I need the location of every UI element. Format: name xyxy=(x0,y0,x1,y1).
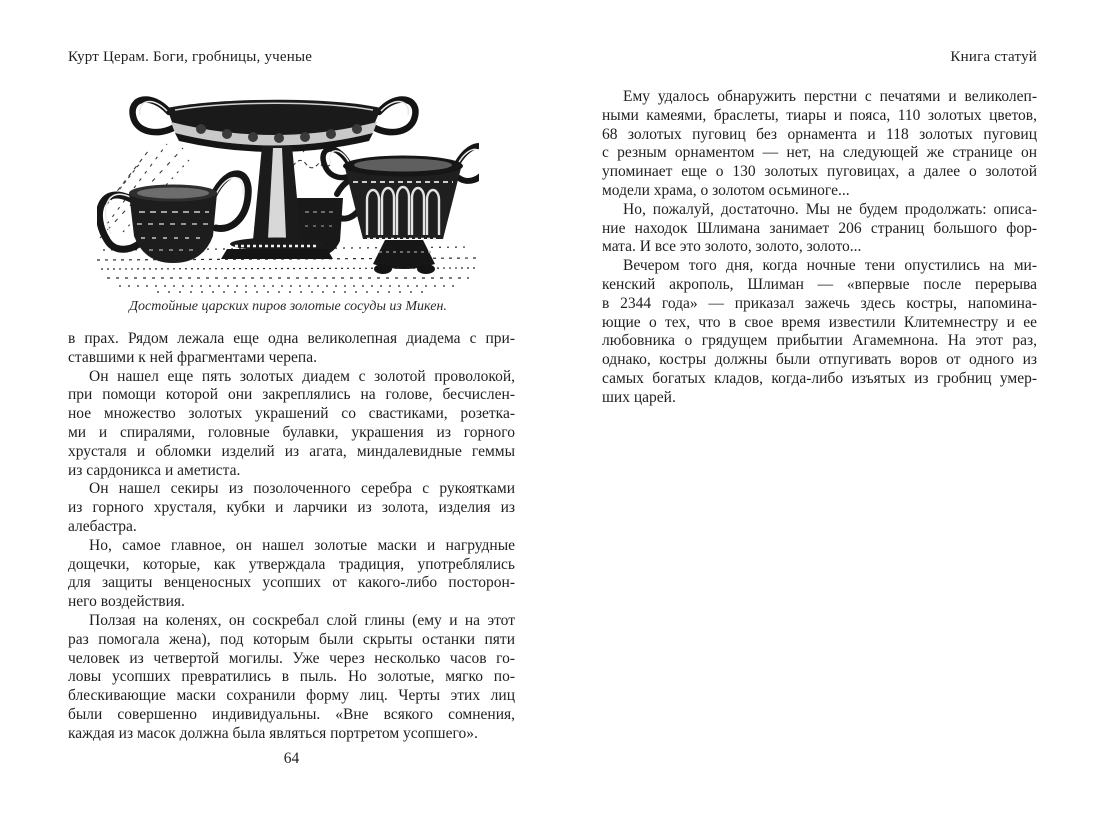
page-number: 64 xyxy=(283,750,300,767)
text-line: ющие о тех, что в свое время известили Клитемнестру и ее xyxy=(602,313,1037,331)
paragraph xyxy=(68,612,515,744)
text-line: каждая из масок должна была являться портретом усопшего». xyxy=(68,724,478,742)
text-line: ными камеями, браслеты, тиары и пояса, 110 золотых цветов, xyxy=(602,106,1037,124)
text-line: раз помогала жена), под которым были скрыты останки пяти xyxy=(68,630,515,648)
text-line: однако, костры должны были отпугивать воров от одного из xyxy=(602,351,1037,369)
text-line: блескивающие маски сохранили форму лиц. Черты этих лиц xyxy=(68,687,515,705)
text-line: в прах. Рядом лежала еще одна великолепная диадема с при- xyxy=(68,330,515,347)
text-line: Он нашел еще пять золотых диадем с золотой проволокой, xyxy=(89,367,515,385)
text-line: при помощи которой они закреплялись на голове, бесчислен- xyxy=(68,386,515,404)
text-line: для защиты венценосных усопших от какого-либо посторон- xyxy=(68,574,515,592)
text-line: из сардоникса и аметиста. xyxy=(68,461,241,479)
paragraph xyxy=(68,368,515,481)
text-line: из горного хрусталя, кубки и ларчики из золота, изделия из xyxy=(68,499,515,517)
running-header-right: Книга статуй xyxy=(950,49,1037,65)
text-line: Он нашел секиры из позолоченного серебра с рукоятками xyxy=(89,480,515,498)
text-line: ное множество золотых украшений со свастиками, розетка- xyxy=(68,405,515,423)
paragraph xyxy=(68,480,515,536)
text-line: дощечки, которые, как утверждала традиция, употреблялись xyxy=(68,555,515,573)
text-line: самых богатых кладов, когда-либо изъятых из гробниц умер- xyxy=(602,369,1037,387)
text-line: были совершенно индивидуальны. «Вне всякого сомнения, xyxy=(68,705,515,723)
text-line: кенский акрополь, Шлиман — «впервые после перерыва xyxy=(602,275,1037,293)
text-line: Ползая на коленях, он соскребал слой глины (ему и на этот xyxy=(89,611,515,629)
text-line: алебастра. xyxy=(68,517,137,535)
text-line: Но, самое главное, он нашел золотые маски и нагрудные xyxy=(89,536,515,554)
text-line: ловы усопших превратились в пыль. Но золотые, мягко по- xyxy=(68,668,515,686)
right-goblet xyxy=(323,146,479,274)
right-page-text xyxy=(602,88,1037,408)
vessels-engraving-svg xyxy=(97,92,479,294)
text-line: ших царей. xyxy=(602,388,676,406)
text-line: упоминает еще о 130 золотых пуговицах, а далее о золотой xyxy=(602,163,1037,181)
text-line: модели храма, о золотом осьминоге... xyxy=(602,181,850,199)
text-line: мата. И все это золото, золото, золото... xyxy=(602,238,862,256)
paragraph xyxy=(602,88,1037,201)
text-line: с резным орнаментом — нет, на следующей же странице он xyxy=(602,144,1037,162)
paragraph xyxy=(68,537,515,612)
text-line: 68 золотых пуговиц без орнамента и 118 золотых пуговиц xyxy=(602,125,1037,143)
paragraph xyxy=(602,257,1037,407)
text-line: Ему удалось обнаружить перстни с печатями и великолеп- xyxy=(623,88,1037,105)
text-line: любовника о грядущем прибытии Агамемнона. На этот раз, xyxy=(602,332,1037,350)
text-line: него воздействия. xyxy=(68,593,185,611)
text-line: в 2344 года» — приказал зажечь здесь костры, напомина- xyxy=(602,294,1037,312)
text-line: человек из четвертой могилы. Уже через несколько часов го- xyxy=(68,649,515,667)
left-page-text xyxy=(68,330,515,744)
text-line: Но, пожалуй, достаточно. Мы не будем продолжать: описа- xyxy=(623,200,1037,218)
figure-caption: Достойные царских пиров золотые сосуды из Микен. xyxy=(129,299,447,314)
text-line: ставшими к ней фрагментами черепа. xyxy=(68,348,317,366)
paragraph xyxy=(68,330,515,368)
illustration-golden-vessels xyxy=(97,92,479,294)
running-header-left: Курт Церам. Боги, гробницы, ученые xyxy=(68,49,313,65)
paragraph xyxy=(602,201,1037,257)
text-line: ние находок Шлимана занимает 206 страниц большого фор- xyxy=(602,219,1037,237)
text-line: ми и спиралями, головные булавки, украшения из горного xyxy=(68,423,515,441)
text-line: хрусталя и обломки изделий из агата, миндалевидные геммы xyxy=(68,442,515,460)
text-line: Вечером того дня, когда ночные тени опустились на ми- xyxy=(623,257,1037,275)
